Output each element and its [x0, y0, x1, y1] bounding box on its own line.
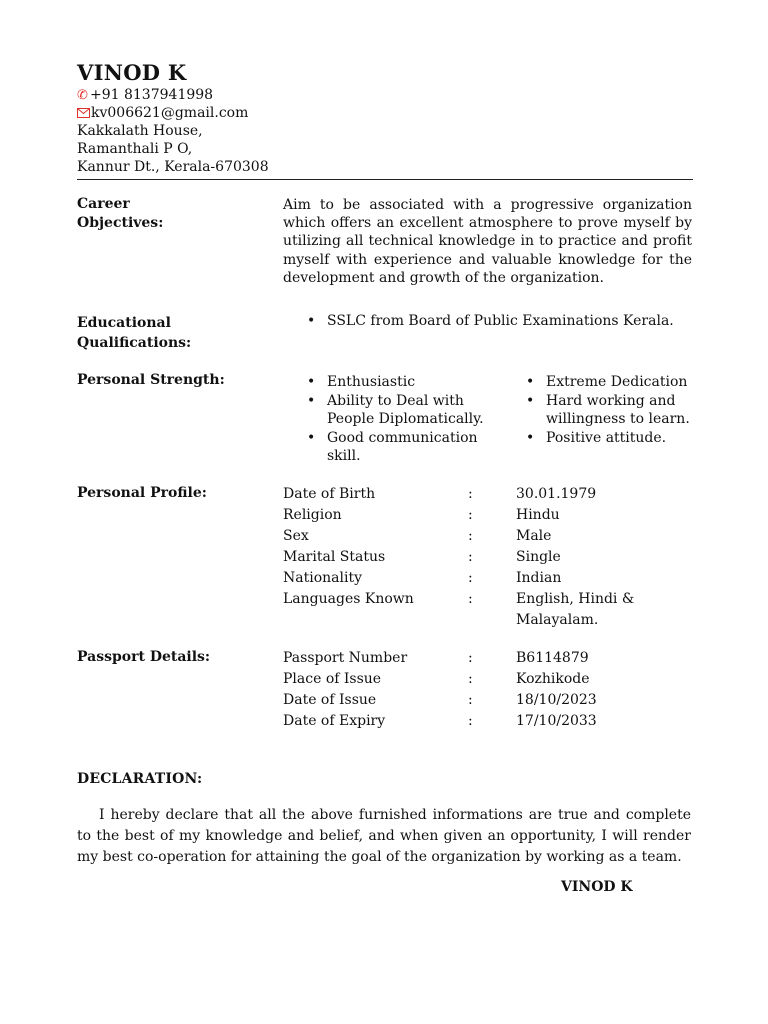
personal-profile-label: Personal Profile: [77, 485, 207, 501]
separator: : [468, 671, 473, 687]
career-label-line2: Objectives: [77, 215, 164, 231]
passport-key: Date of Expiry [283, 713, 386, 729]
list-item: • Good communication skill. [304, 429, 494, 466]
profile-key: Nationality [283, 570, 362, 586]
passport-details-label: Passport Details: [77, 649, 211, 665]
strength-list-left [304, 373, 494, 466]
list-item: • Ability to Deal with People Diplomatically. [304, 392, 494, 429]
career-objective-text: Aim to be associated with a progressive organization which offers an excellent atmosphere to prove myself by utilizing all technical knowledge in to practice and profit myself with experience and valuable knowledge for the development and growth of the organization. [283, 197, 692, 286]
separator: : [468, 692, 473, 708]
envelope-icon [77, 105, 90, 123]
education-label [77, 313, 191, 353]
passport-key: Date of Issue [283, 692, 377, 708]
candidate-name: VINOD K [77, 60, 187, 85]
list-item: • Enthusiastic [304, 373, 494, 392]
list-item: • Extreme Dedication [523, 373, 698, 392]
phone-number: +91 8137941998 [90, 87, 214, 103]
passport-value: 17/10/2033 [516, 713, 597, 729]
profile-value: Male [516, 528, 552, 544]
signature-name: VINOD K [561, 879, 633, 895]
career-objectives-label [77, 195, 163, 233]
passport-key: Passport Number [283, 650, 408, 666]
career-label-line1: Career [77, 196, 130, 212]
passport-value: Kozhikode [516, 671, 590, 687]
passport-values [516, 648, 597, 732]
passport-separators [468, 648, 473, 732]
profile-keys [283, 484, 414, 610]
education-list [304, 312, 704, 331]
profile-key: Languages Known [283, 591, 414, 607]
declaration-title: DECLARATION: [77, 771, 203, 787]
header-divider [77, 179, 693, 180]
list-item: • Positive attitude. [523, 429, 698, 448]
separator: : [468, 507, 473, 523]
profile-value: Single [516, 549, 561, 565]
list-item: • SSLC from Board of Public Examinations Kerala. [304, 312, 704, 331]
separator: : [468, 591, 473, 607]
passport-key: Place of Issue [283, 671, 382, 687]
profile-key: Religion [283, 507, 342, 523]
declaration-text: I hereby declare that all the above furnished informations are true and complete to the best of my knowledge and belief, and when given an opportunity, I will render my best co-operation for attaining the goal of the organization by working as a team. [77, 807, 691, 865]
education-label-line2: Qualifications: [77, 335, 192, 351]
profile-value: Hindu [516, 507, 560, 523]
separator: : [468, 549, 473, 565]
profile-value: Indian [516, 570, 562, 586]
separator: : [468, 713, 473, 729]
personal-strength-label: Personal Strength: [77, 372, 225, 388]
profile-key: Date of Birth [283, 486, 376, 502]
passport-value: 18/10/2023 [516, 692, 597, 708]
profile-key: Marital Status [283, 549, 386, 565]
separator: : [468, 570, 473, 586]
separator: : [468, 486, 473, 502]
passport-keys [283, 648, 407, 732]
address-line-2: Ramanthali P O, [77, 141, 193, 157]
list-item: • Hard working and willingness to learn. [523, 392, 698, 429]
phone-icon: ✆ [77, 88, 88, 103]
education-label-line1: Educational [77, 315, 171, 331]
email-address: kv006621@gmail.com [91, 105, 249, 121]
separator: : [468, 650, 473, 666]
profile-separators [468, 484, 473, 610]
address-line-3: Kannur Dt., Kerala-670308 [77, 159, 269, 175]
passport-value: B6114879 [516, 650, 589, 666]
address-line-1: Kakkalath House, [77, 123, 203, 139]
separator: : [468, 528, 473, 544]
profile-key: Sex [283, 528, 309, 544]
strength-list-right [523, 373, 698, 447]
profile-value: 30.01.1979 [516, 486, 597, 502]
profile-values [516, 484, 646, 631]
profile-value: English, Hindi & Malayalam. [516, 591, 635, 628]
phone-line [77, 86, 213, 105]
email-line [77, 104, 248, 123]
